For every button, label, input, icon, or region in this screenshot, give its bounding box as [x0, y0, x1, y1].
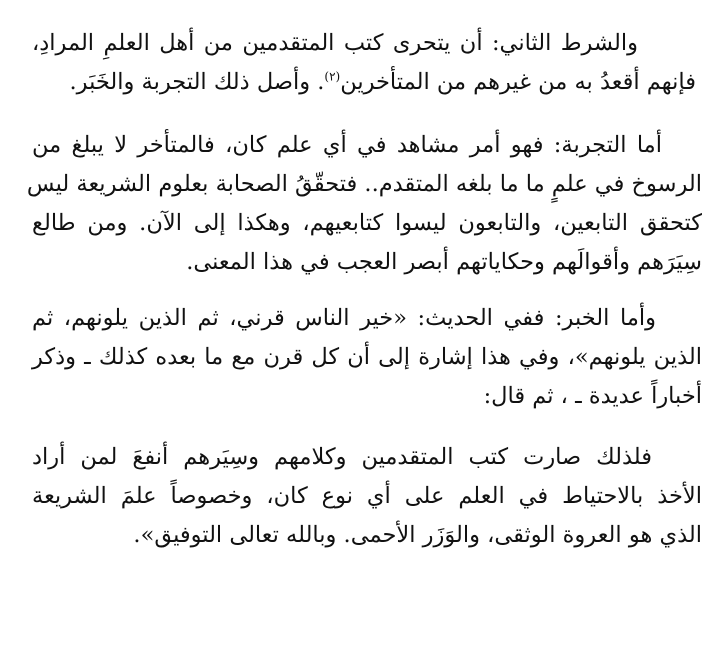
text-line: الذي هو العروة الوثقى، والوَزَر الأحمى. وبالله تعالى التوفيق».: [133, 522, 702, 548]
text-line: الذين يلونهم»، وفي هذا إشارة إلى أن كل قرن مع ما بعده كذلك ـ وذكر: [32, 344, 702, 370]
footnote-marker: (٢): [324, 69, 341, 84]
text-line: أما التجربة: فهو أمر مشاهد في أي علم كان، فالمتأخر لا يبلغ من: [32, 132, 662, 158]
text-line: الرسوخ في علمٍ ما ما بلغه المتقدم.. فتحقّقُ الصحابة بعلوم الشريعة ليس: [26, 171, 702, 197]
text-line: وأما الخبر: ففي الحديث: «خير الناس قرني، ثم الذين يلونهم، ثم: [32, 305, 656, 331]
paragraph-experience: [26, 126, 702, 282]
text-line: فلذلك صارت كتب المتقدمين وكلامهم وسِيَرهم أنفعَ لمن أراد: [32, 444, 652, 470]
text-line: كتحقق التابعين، والتابعون ليسوا كتابعيهم، وهكذا إلى الآن. ومن طالع: [32, 210, 702, 236]
text-line: أخباراً عديدة ـ ، ثم قال:: [483, 383, 702, 409]
text-line: فإنهم أقعدُ به من غيرهم من المتأخرين$^{(٢)}$. وأصل ذلك التجربة والخَبَر.: [69, 69, 696, 95]
paragraph-conclusion: [32, 438, 702, 555]
text-line: الأخذ بالاحتياط في العلم على أي نوع كان، وخصوصاً علمَ الشريعة: [32, 483, 702, 509]
text-line: سِيَرَهم وأقوالَهم وحكاياتهم أبصر العجب في هذا المعنى.: [186, 249, 702, 275]
page-body: [26, 14, 702, 555]
paragraph-condition: [32, 24, 702, 102]
paragraph-report: [32, 299, 702, 416]
text-line: والشرط الثاني: أن يتحرى كتب المتقدمين من أهل العلمِ المرادِ،: [32, 30, 638, 56]
